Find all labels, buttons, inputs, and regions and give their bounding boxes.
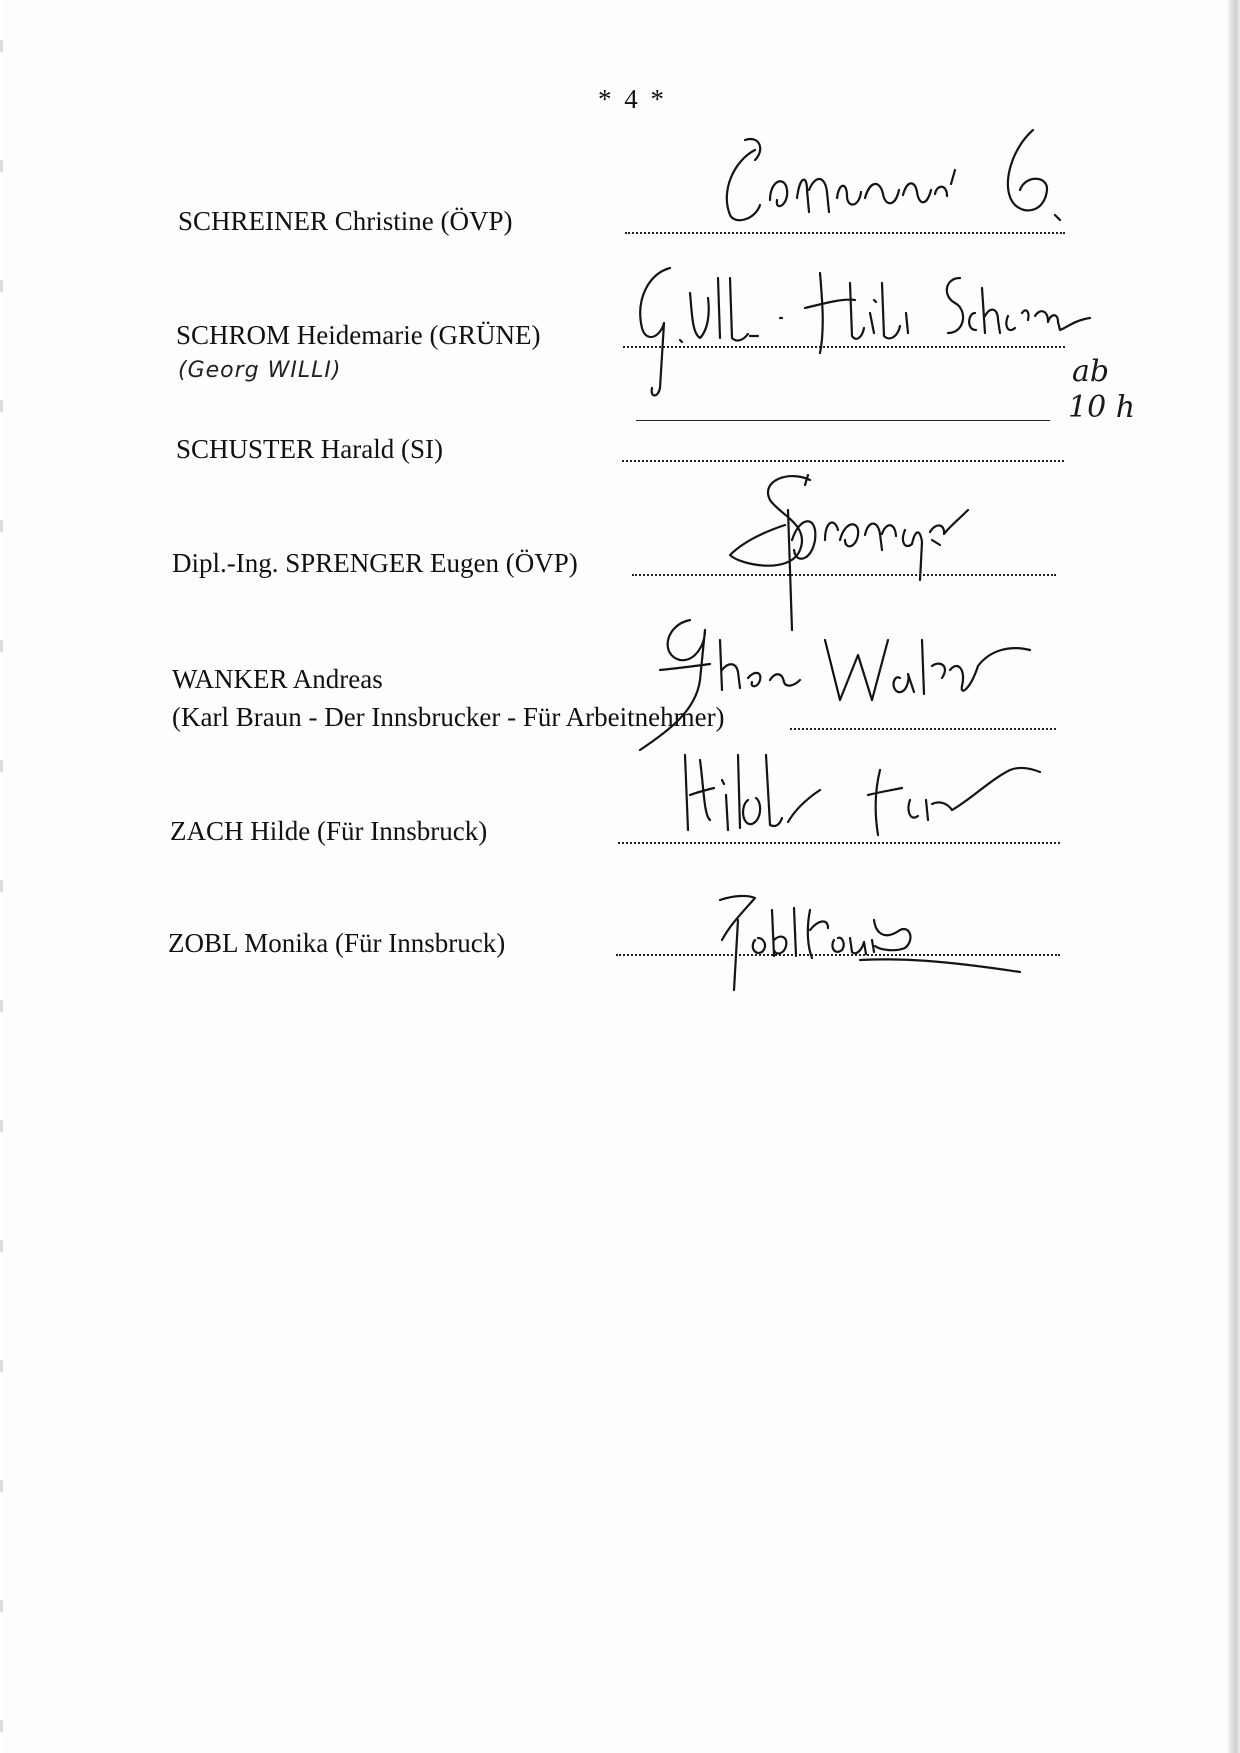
signatory-name-zach: ZACH Hilde (Für Innsbruck) (170, 816, 488, 846)
scan-edge-marks (0, 0, 3, 1753)
handwritten-note-proxy: (Georg WILLI) (178, 358, 342, 383)
scan-edge-shadow (1226, 0, 1240, 1753)
signatory-affiliation-wanker: (Karl Braun - Der Innsbrucker - Für Arbeitnehmer) (172, 702, 725, 732)
handwritten-note-ab: ab (1072, 354, 1110, 389)
signature-wanker (610, 600, 1130, 760)
signature-schreiner (715, 120, 1115, 250)
signature-zobl (700, 880, 1040, 1000)
signatory-name-sprenger: Dipl.-Ing. SPRENGER Eugen (ÖVP) (172, 548, 578, 578)
signatory-name-schuster: SCHUSTER Harald (SI) (176, 434, 443, 464)
signatory-name-zobl: ZOBL Monika (Für Innsbruck) (168, 928, 506, 958)
signatory-name-schrom: SCHROM Heidemarie (GRÜNE) (176, 320, 541, 350)
signature-line-schuster (622, 460, 1064, 462)
signature-zach (670, 740, 1110, 860)
signatory-name-wanker: WANKER Andreas (172, 664, 383, 694)
handwritten-note-time: 10 h (1068, 390, 1136, 425)
signatory-name-schreiner: SCHREINER Christine (ÖVP) (178, 206, 513, 236)
page-number: * 4 * (598, 84, 667, 114)
signature-line-schrom-extra (636, 420, 1050, 421)
